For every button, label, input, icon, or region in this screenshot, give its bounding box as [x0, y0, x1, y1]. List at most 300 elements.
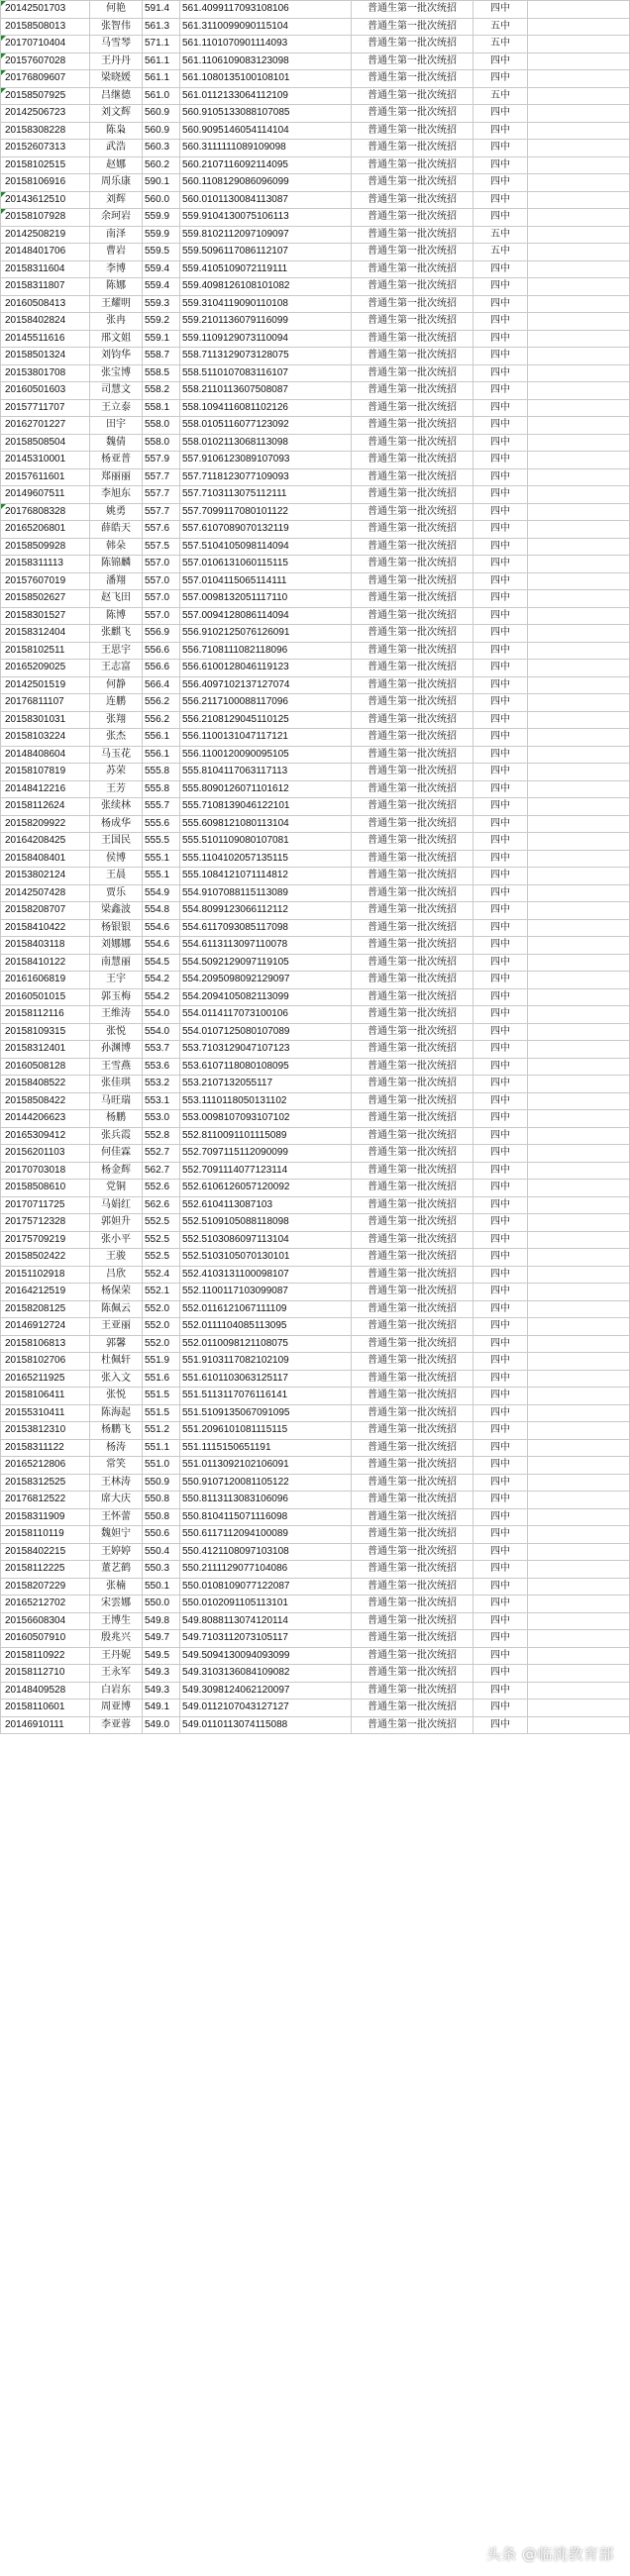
empty-cell[interactable]: [528, 572, 630, 590]
batch-cell[interactable]: [352, 1474, 473, 1492]
empty-cell[interactable]: [528, 1127, 630, 1145]
school-cell[interactable]: [473, 1196, 528, 1214]
batch-cell[interactable]: [352, 1492, 473, 1509]
student-name-cell[interactable]: [90, 1474, 143, 1492]
calc-score-cell[interactable]: [180, 1180, 352, 1197]
student-name-cell[interactable]: [90, 105, 143, 123]
batch-cell[interactable]: [352, 503, 473, 521]
score-cell[interactable]: [143, 538, 180, 556]
student-id-cell[interactable]: [1, 364, 90, 382]
batch-cell[interactable]: [352, 694, 473, 712]
student-name-cell[interactable]: [90, 1665, 143, 1683]
score-cell[interactable]: [143, 260, 180, 278]
batch-cell[interactable]: [352, 1127, 473, 1145]
empty-cell[interactable]: [528, 1214, 630, 1232]
batch-cell[interactable]: [352, 1700, 473, 1717]
calc-score-cell[interactable]: [180, 1596, 352, 1613]
empty-cell[interactable]: [528, 1612, 630, 1630]
student-name-cell[interactable]: [90, 642, 143, 660]
student-name-cell[interactable]: [90, 1526, 143, 1544]
empty-cell[interactable]: [528, 36, 630, 53]
student-name-cell[interactable]: [90, 417, 143, 435]
student-name-cell[interactable]: [90, 1370, 143, 1388]
calc-score-cell[interactable]: [180, 1300, 352, 1318]
student-name-cell[interactable]: [90, 382, 143, 400]
score-cell[interactable]: [143, 87, 180, 105]
school-cell[interactable]: [473, 1110, 528, 1128]
batch-cell[interactable]: [352, 105, 473, 123]
score-cell[interactable]: [143, 1578, 180, 1596]
school-cell[interactable]: [473, 1300, 528, 1318]
school-cell[interactable]: [473, 1370, 528, 1388]
batch-cell[interactable]: [352, 833, 473, 851]
batch-cell[interactable]: [352, 191, 473, 209]
empty-cell[interactable]: [528, 1076, 630, 1093]
school-cell[interactable]: [473, 140, 528, 157]
student-id-cell[interactable]: [1, 36, 90, 53]
student-id-cell[interactable]: [1, 1665, 90, 1683]
batch-cell[interactable]: [352, 988, 473, 1006]
batch-cell[interactable]: [352, 1404, 473, 1422]
calc-score-cell[interactable]: [180, 1145, 352, 1163]
calc-score-cell[interactable]: [180, 1127, 352, 1145]
student-id-cell[interactable]: [1, 902, 90, 920]
calc-score-cell[interactable]: [180, 209, 352, 227]
score-cell[interactable]: [143, 295, 180, 313]
student-id-cell[interactable]: [1, 988, 90, 1006]
school-cell[interactable]: [473, 1561, 528, 1579]
student-name-cell[interactable]: [90, 660, 143, 677]
calc-score-cell[interactable]: [180, 1492, 352, 1509]
score-cell[interactable]: [143, 642, 180, 660]
calc-score-cell[interactable]: [180, 399, 352, 417]
score-cell[interactable]: [143, 1404, 180, 1422]
student-id-cell[interactable]: [1, 919, 90, 937]
calc-score-cell[interactable]: [180, 607, 352, 625]
school-cell[interactable]: [473, 105, 528, 123]
batch-cell[interactable]: [352, 174, 473, 192]
student-name-cell[interactable]: [90, 1300, 143, 1318]
empty-cell[interactable]: [528, 1335, 630, 1353]
batch-cell[interactable]: [352, 884, 473, 902]
school-cell[interactable]: [473, 625, 528, 643]
score-cell[interactable]: [143, 140, 180, 157]
school-cell[interactable]: [473, 1180, 528, 1197]
empty-cell[interactable]: [528, 122, 630, 140]
empty-cell[interactable]: [528, 850, 630, 868]
batch-cell[interactable]: [352, 815, 473, 833]
school-cell[interactable]: [473, 1076, 528, 1093]
school-cell[interactable]: [473, 642, 528, 660]
empty-cell[interactable]: [528, 1422, 630, 1440]
student-id-cell[interactable]: [1, 1231, 90, 1249]
empty-cell[interactable]: [528, 833, 630, 851]
student-id-cell[interactable]: [1, 174, 90, 192]
empty-cell[interactable]: [528, 1162, 630, 1180]
school-cell[interactable]: [473, 1388, 528, 1405]
calc-score-cell[interactable]: [180, 52, 352, 70]
student-id-cell[interactable]: [1, 676, 90, 694]
calc-score-cell[interactable]: [180, 521, 352, 539]
calc-score-cell[interactable]: [180, 815, 352, 833]
calc-score-cell[interactable]: [180, 87, 352, 105]
student-name-cell[interactable]: [90, 572, 143, 590]
score-cell[interactable]: [143, 919, 180, 937]
empty-cell[interactable]: [528, 1266, 630, 1284]
student-id-cell[interactable]: [1, 1318, 90, 1336]
calc-score-cell[interactable]: [180, 572, 352, 590]
school-cell[interactable]: [473, 972, 528, 989]
student-id-cell[interactable]: [1, 226, 90, 244]
student-name-cell[interactable]: [90, 18, 143, 36]
empty-cell[interactable]: [528, 1630, 630, 1648]
score-cell[interactable]: [143, 364, 180, 382]
score-cell[interactable]: [143, 1023, 180, 1041]
calc-score-cell[interactable]: [180, 884, 352, 902]
calc-score-cell[interactable]: [180, 919, 352, 937]
school-cell[interactable]: [473, 70, 528, 88]
calc-score-cell[interactable]: [180, 191, 352, 209]
student-name-cell[interactable]: [90, 1422, 143, 1440]
score-cell[interactable]: [143, 868, 180, 885]
score-cell[interactable]: [143, 122, 180, 140]
student-id-cell[interactable]: [1, 694, 90, 712]
score-cell[interactable]: [143, 191, 180, 209]
school-cell[interactable]: [473, 521, 528, 539]
empty-cell[interactable]: [528, 1508, 630, 1526]
batch-cell[interactable]: [352, 572, 473, 590]
empty-cell[interactable]: [528, 1526, 630, 1544]
school-cell[interactable]: [473, 330, 528, 348]
empty-cell[interactable]: [528, 954, 630, 972]
school-cell[interactable]: [473, 1023, 528, 1041]
calc-score-cell[interactable]: [180, 1682, 352, 1700]
batch-cell[interactable]: [352, 780, 473, 798]
student-name-cell[interactable]: [90, 815, 143, 833]
student-name-cell[interactable]: [90, 711, 143, 729]
empty-cell[interactable]: [528, 1353, 630, 1371]
score-cell[interactable]: [143, 1127, 180, 1145]
empty-cell[interactable]: [528, 70, 630, 88]
student-id-cell[interactable]: [1, 1110, 90, 1128]
calc-score-cell[interactable]: [180, 1284, 352, 1301]
calc-score-cell[interactable]: [180, 364, 352, 382]
empty-cell[interactable]: [528, 1439, 630, 1457]
school-cell[interactable]: [473, 1214, 528, 1232]
score-cell[interactable]: [143, 833, 180, 851]
student-name-cell[interactable]: [90, 1214, 143, 1232]
score-cell[interactable]: [143, 70, 180, 88]
school-cell[interactable]: [473, 1457, 528, 1475]
student-name-cell[interactable]: [90, 1180, 143, 1197]
score-cell[interactable]: [143, 174, 180, 192]
student-name-cell[interactable]: [90, 676, 143, 694]
student-id-cell[interactable]: [1, 1388, 90, 1405]
empty-cell[interactable]: [528, 1284, 630, 1301]
batch-cell[interactable]: [352, 1196, 473, 1214]
empty-cell[interactable]: [528, 884, 630, 902]
student-name-cell[interactable]: [90, 364, 143, 382]
score-cell[interactable]: [143, 1266, 180, 1284]
student-name-cell[interactable]: [90, 1284, 143, 1301]
school-cell[interactable]: [473, 1127, 528, 1145]
student-id-cell[interactable]: [1, 1058, 90, 1076]
batch-cell[interactable]: [352, 244, 473, 261]
student-id-cell[interactable]: [1, 1630, 90, 1648]
batch-cell[interactable]: [352, 36, 473, 53]
empty-cell[interactable]: [528, 642, 630, 660]
empty-cell[interactable]: [528, 1180, 630, 1197]
student-name-cell[interactable]: [90, 209, 143, 227]
batch-cell[interactable]: [352, 417, 473, 435]
student-id-cell[interactable]: [1, 746, 90, 764]
student-id-cell[interactable]: [1, 468, 90, 486]
batch-cell[interactable]: [352, 1578, 473, 1596]
student-id-cell[interactable]: [1, 348, 90, 365]
empty-cell[interactable]: [528, 1370, 630, 1388]
score-cell[interactable]: [143, 815, 180, 833]
batch-cell[interactable]: [352, 1370, 473, 1388]
school-cell[interactable]: [473, 902, 528, 920]
student-id-cell[interactable]: [1, 521, 90, 539]
empty-cell[interactable]: [528, 18, 630, 36]
school-cell[interactable]: [473, 503, 528, 521]
student-name-cell[interactable]: [90, 1110, 143, 1128]
student-name-cell[interactable]: [90, 1543, 143, 1561]
student-id-cell[interactable]: [1, 1596, 90, 1613]
school-cell[interactable]: [473, 468, 528, 486]
student-id-cell[interactable]: [1, 1716, 90, 1734]
student-name-cell[interactable]: [90, 1612, 143, 1630]
batch-cell[interactable]: [352, 556, 473, 573]
student-id-cell[interactable]: [1, 642, 90, 660]
student-id-cell[interactable]: [1, 1023, 90, 1041]
student-name-cell[interactable]: [90, 1457, 143, 1475]
student-id-cell[interactable]: [1, 1457, 90, 1475]
score-cell[interactable]: [143, 729, 180, 747]
score-cell[interactable]: [143, 1231, 180, 1249]
student-id-cell[interactable]: [1, 954, 90, 972]
batch-cell[interactable]: [352, 937, 473, 955]
score-cell[interactable]: [143, 711, 180, 729]
student-id-cell[interactable]: [1, 209, 90, 227]
school-cell[interactable]: [473, 1353, 528, 1371]
student-id-cell[interactable]: [1, 729, 90, 747]
student-name-cell[interactable]: [90, 244, 143, 261]
empty-cell[interactable]: [528, 52, 630, 70]
student-id-cell[interactable]: [1, 660, 90, 677]
calc-score-cell[interactable]: [180, 1457, 352, 1475]
batch-cell[interactable]: [352, 660, 473, 677]
score-cell[interactable]: [143, 330, 180, 348]
score-cell[interactable]: [143, 348, 180, 365]
score-cell[interactable]: [143, 468, 180, 486]
batch-cell[interactable]: [352, 607, 473, 625]
empty-cell[interactable]: [528, 209, 630, 227]
empty-cell[interactable]: [528, 348, 630, 365]
student-id-cell[interactable]: [1, 399, 90, 417]
batch-cell[interactable]: [352, 226, 473, 244]
empty-cell[interactable]: [528, 434, 630, 452]
school-cell[interactable]: [473, 1058, 528, 1076]
batch-cell[interactable]: [352, 452, 473, 469]
school-cell[interactable]: [473, 1716, 528, 1734]
score-cell[interactable]: [143, 521, 180, 539]
student-id-cell[interactable]: [1, 18, 90, 36]
student-name-cell[interactable]: [90, 1388, 143, 1405]
student-id-cell[interactable]: [1, 140, 90, 157]
score-cell[interactable]: [143, 625, 180, 643]
calc-score-cell[interactable]: [180, 694, 352, 712]
student-name-cell[interactable]: [90, 1318, 143, 1336]
school-cell[interactable]: [473, 295, 528, 313]
calc-score-cell[interactable]: [180, 1439, 352, 1457]
school-cell[interactable]: [473, 1422, 528, 1440]
school-cell[interactable]: [473, 1266, 528, 1284]
student-name-cell[interactable]: [90, 87, 143, 105]
student-name-cell[interactable]: [90, 1266, 143, 1284]
student-name-cell[interactable]: [90, 868, 143, 885]
score-cell[interactable]: [143, 486, 180, 504]
empty-cell[interactable]: [528, 590, 630, 608]
batch-cell[interactable]: [352, 954, 473, 972]
student-name-cell[interactable]: [90, 156, 143, 174]
batch-cell[interactable]: [352, 1526, 473, 1544]
empty-cell[interactable]: [528, 295, 630, 313]
batch-cell[interactable]: [352, 711, 473, 729]
batch-cell[interactable]: [352, 642, 473, 660]
score-cell[interactable]: [143, 36, 180, 53]
batch-cell[interactable]: [352, 486, 473, 504]
school-cell[interactable]: [473, 1647, 528, 1665]
student-name-cell[interactable]: [90, 122, 143, 140]
score-cell[interactable]: [143, 503, 180, 521]
school-cell[interactable]: [473, 919, 528, 937]
empty-cell[interactable]: [528, 105, 630, 123]
batch-cell[interactable]: [352, 399, 473, 417]
calc-score-cell[interactable]: [180, 174, 352, 192]
score-cell[interactable]: [143, 694, 180, 712]
calc-score-cell[interactable]: [180, 382, 352, 400]
empty-cell[interactable]: [528, 174, 630, 192]
student-name-cell[interactable]: [90, 468, 143, 486]
batch-cell[interactable]: [352, 1335, 473, 1353]
empty-cell[interactable]: [528, 278, 630, 296]
empty-cell[interactable]: [528, 260, 630, 278]
school-cell[interactable]: [473, 452, 528, 469]
school-cell[interactable]: [473, 244, 528, 261]
empty-cell[interactable]: [528, 538, 630, 556]
empty-cell[interactable]: [528, 156, 630, 174]
school-cell[interactable]: [473, 607, 528, 625]
score-cell[interactable]: [143, 417, 180, 435]
score-cell[interactable]: [143, 1474, 180, 1492]
school-cell[interactable]: [473, 1092, 528, 1110]
student-id-cell[interactable]: [1, 1145, 90, 1163]
empty-cell[interactable]: [528, 1647, 630, 1665]
school-cell[interactable]: [473, 1682, 528, 1700]
student-name-cell[interactable]: [90, 1127, 143, 1145]
calc-score-cell[interactable]: [180, 1543, 352, 1561]
batch-cell[interactable]: [352, 1682, 473, 1700]
student-name-cell[interactable]: [90, 70, 143, 88]
score-cell[interactable]: [143, 105, 180, 123]
student-id-cell[interactable]: [1, 1647, 90, 1665]
student-name-cell[interactable]: [90, 1439, 143, 1457]
student-name-cell[interactable]: [90, 780, 143, 798]
student-id-cell[interactable]: [1, 1076, 90, 1093]
student-id-cell[interactable]: [1, 452, 90, 469]
student-id-cell[interactable]: [1, 850, 90, 868]
student-id-cell[interactable]: [1, 1353, 90, 1371]
student-id-cell[interactable]: [1, 556, 90, 573]
empty-cell[interactable]: [528, 1682, 630, 1700]
batch-cell[interactable]: [352, 729, 473, 747]
batch-cell[interactable]: [352, 1180, 473, 1197]
score-cell[interactable]: [143, 972, 180, 989]
empty-cell[interactable]: [528, 1041, 630, 1059]
school-cell[interactable]: [473, 122, 528, 140]
batch-cell[interactable]: [352, 330, 473, 348]
student-name-cell[interactable]: [90, 1508, 143, 1526]
student-id-cell[interactable]: [1, 1612, 90, 1630]
calc-score-cell[interactable]: [180, 1716, 352, 1734]
score-cell[interactable]: [143, 1370, 180, 1388]
score-cell[interactable]: [143, 780, 180, 798]
score-cell[interactable]: [143, 1665, 180, 1683]
school-cell[interactable]: [473, 52, 528, 70]
student-id-cell[interactable]: [1, 764, 90, 781]
score-cell[interactable]: [143, 1700, 180, 1717]
calc-score-cell[interactable]: [180, 36, 352, 53]
school-cell[interactable]: [473, 1284, 528, 1301]
calc-score-cell[interactable]: [180, 1196, 352, 1214]
batch-cell[interactable]: [352, 278, 473, 296]
student-name-cell[interactable]: [90, 590, 143, 608]
batch-cell[interactable]: [352, 868, 473, 885]
school-cell[interactable]: [473, 1700, 528, 1717]
student-name-cell[interactable]: [90, 798, 143, 816]
batch-cell[interactable]: [352, 902, 473, 920]
calc-score-cell[interactable]: [180, 625, 352, 643]
calc-score-cell[interactable]: [180, 1647, 352, 1665]
student-id-cell[interactable]: [1, 503, 90, 521]
student-id-cell[interactable]: [1, 434, 90, 452]
student-id-cell[interactable]: [1, 937, 90, 955]
student-name-cell[interactable]: [90, 1596, 143, 1613]
student-id-cell[interactable]: [1, 607, 90, 625]
score-cell[interactable]: [143, 156, 180, 174]
student-name-cell[interactable]: [90, 1353, 143, 1371]
empty-cell[interactable]: [528, 1300, 630, 1318]
calc-score-cell[interactable]: [180, 140, 352, 157]
batch-cell[interactable]: [352, 919, 473, 937]
calc-score-cell[interactable]: [180, 1041, 352, 1059]
empty-cell[interactable]: [528, 226, 630, 244]
score-cell[interactable]: [143, 798, 180, 816]
empty-cell[interactable]: [528, 1492, 630, 1509]
student-name-cell[interactable]: [90, 1716, 143, 1734]
score-cell[interactable]: [143, 937, 180, 955]
student-id-cell[interactable]: [1, 1474, 90, 1492]
empty-cell[interactable]: [528, 399, 630, 417]
batch-cell[interactable]: [352, 313, 473, 331]
empty-cell[interactable]: [528, 1, 630, 19]
batch-cell[interactable]: [352, 122, 473, 140]
student-id-cell[interactable]: [1, 1266, 90, 1284]
batch-cell[interactable]: [352, 1266, 473, 1284]
score-cell[interactable]: [143, 1180, 180, 1197]
